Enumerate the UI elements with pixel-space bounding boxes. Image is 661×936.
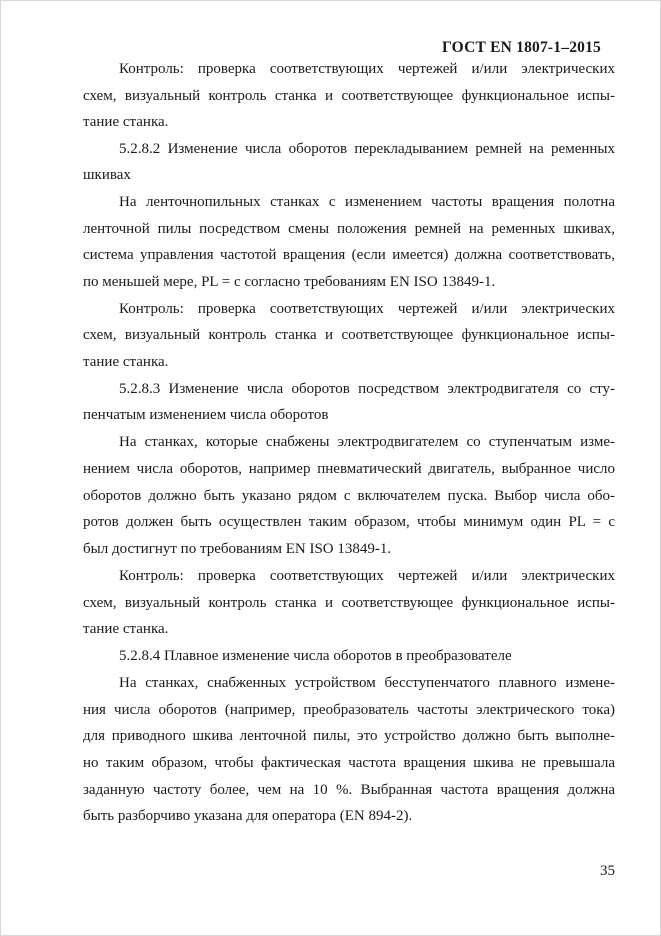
- section-heading-5-2-8-3: 5.2.8.3 Изменение числа оборотов посредством электродвигателя со сту-: [119, 381, 615, 397]
- text-line: Контроль: проверка соответствующих чертежей и/или электрических: [119, 568, 615, 584]
- text-line: схем, визуальный контроль станка и соответствующее функциональное испы-: [83, 595, 615, 611]
- text-line: тание станка.: [83, 621, 169, 637]
- text-line: нением числа оборотов, например пневматический двигатель, выбранное число: [83, 461, 615, 477]
- text-line: тание станка.: [83, 354, 169, 370]
- text-line: схем, визуальный контроль станка и соответствующее функциональное испы-: [83, 327, 615, 343]
- text-line: ротов должен быть осуществлен таким образом, чтобы минимум один PL = c: [83, 514, 615, 530]
- text-line: для приводного шкива ленточной пилы, это устройство должно быть выполне-: [83, 728, 615, 744]
- text-line: тание станка.: [83, 114, 169, 130]
- text-line: но таким образом, чтобы фактическая частота вращения шкива не превышала: [83, 755, 615, 771]
- section-heading-5-2-8-3-cont: пенчатым изменением числа оборотов: [83, 407, 329, 423]
- section-heading-5-2-8-4: 5.2.8.4 Плавное изменение числа оборотов в преобразователе: [119, 648, 512, 664]
- text-line: схем, визуальный контроль станка и соответствующее функциональное испы-: [83, 88, 615, 104]
- text-line: заданную частоту более, чем на 10 %. Выбранная частота вращения должна: [83, 782, 615, 798]
- text-line: На станках, которые снабжены электродвигателем со ступенчатым изме-: [119, 434, 615, 450]
- page-number: 35: [600, 863, 615, 879]
- text-line: был достигнут по требованиям EN ISO 13849-1.: [83, 541, 392, 557]
- text-line: система управления частотой вращения (если имеется) должна соответствовать,: [83, 247, 615, 263]
- text-line: быть разборчиво указана для оператора (EN 894-2).: [83, 808, 413, 824]
- section-heading-5-2-8-2-cont: шкивах: [83, 167, 131, 183]
- text-line: ния числа оборотов (например, преобразователь частоты электрического тока): [83, 702, 615, 718]
- text-line: Контроль: проверка соответствующих чертежей и/или электрических: [119, 61, 615, 77]
- text-line: ленточной пилы посредством смены положения ремней на ременных шкивах,: [83, 221, 615, 237]
- text-line: по меньшей мере, PL = c согласно требованиям EN ISO 13849-1.: [83, 274, 496, 290]
- section-heading-5-2-8-2: 5.2.8.2 Изменение числа оборотов перекладыванием ремней на ременных: [119, 141, 615, 157]
- text-line: Контроль: проверка соответствующих чертежей и/или электрических: [119, 301, 615, 317]
- text-line: оборотов должно быть указано рядом с включателем пуска. Выбор числа обо-: [83, 488, 615, 504]
- document-code-header: ГОСТ EN 1807-1–2015: [442, 39, 601, 56]
- text-line: На ленточнопильных станках с изменением частоты вращения полотна: [119, 194, 615, 210]
- text-line: На станках, снабженных устройством бесступенчатого плавного измене-: [119, 675, 615, 691]
